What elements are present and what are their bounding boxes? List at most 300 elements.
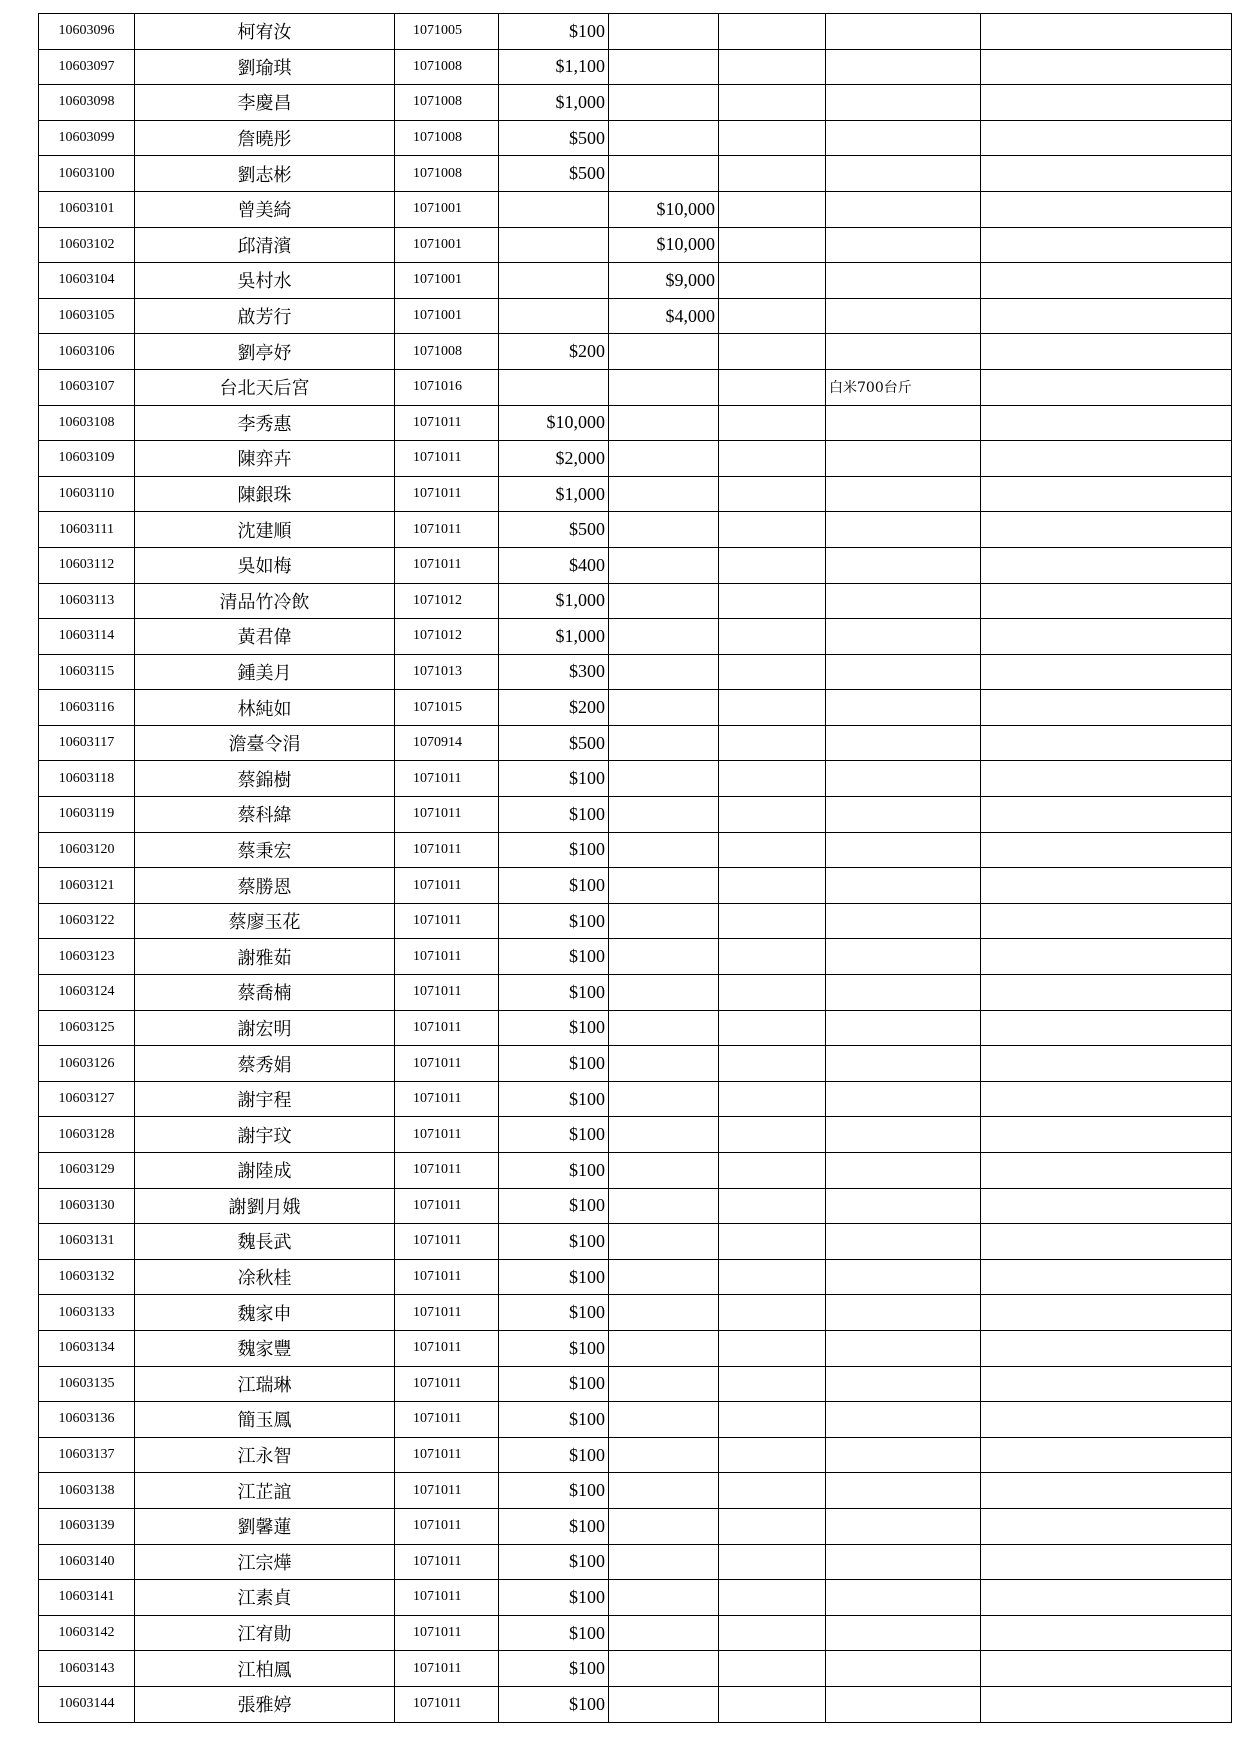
donor-name-cell: 凃秋桂	[135, 1259, 395, 1295]
second-amount-cell	[609, 1010, 719, 1046]
note-cell	[826, 49, 981, 85]
empty-cell	[719, 156, 826, 192]
second-amount-cell	[609, 14, 719, 50]
empty-cell	[719, 512, 826, 548]
table-row	[39, 441, 1232, 477]
cash-amount-cell: $100	[499, 761, 609, 797]
empty-cell	[981, 1010, 1232, 1046]
empty-cell	[719, 583, 826, 619]
second-amount-cell	[609, 939, 719, 975]
note-cell	[826, 14, 981, 50]
note-cell	[826, 1651, 981, 1687]
empty-cell	[981, 441, 1232, 477]
date-cell: 1071001	[395, 227, 499, 263]
second-amount-cell	[609, 120, 719, 156]
table-row	[39, 1580, 1232, 1616]
note-cell	[826, 191, 981, 227]
donor-name-cell: 劉亭妤	[135, 334, 395, 370]
note-cell	[826, 1046, 981, 1082]
note-cell	[826, 1580, 981, 1616]
empty-cell	[981, 1686, 1232, 1722]
cash-amount-cell: $100	[499, 1153, 609, 1189]
cash-amount-cell: $10,000	[499, 405, 609, 441]
cash-amount-cell: $100	[499, 1117, 609, 1153]
note-cell	[826, 797, 981, 833]
empty-cell	[719, 1046, 826, 1082]
note-cell	[826, 334, 981, 370]
receipt-number-cell: 10603107	[39, 369, 135, 405]
empty-cell	[719, 1651, 826, 1687]
cash-amount-cell: $100	[499, 1224, 609, 1260]
note-cell	[826, 619, 981, 655]
second-amount-cell	[609, 1081, 719, 1117]
receipt-number-cell: 10603136	[39, 1402, 135, 1438]
receipt-number-cell: 10603099	[39, 120, 135, 156]
donor-name-cell: 蔡秀娟	[135, 1046, 395, 1082]
second-amount-cell	[609, 903, 719, 939]
donor-name-cell: 謝雅茹	[135, 939, 395, 975]
cash-amount-cell: $100	[499, 1295, 609, 1331]
empty-cell	[981, 263, 1232, 299]
receipt-number-cell: 10603143	[39, 1651, 135, 1687]
note-cell	[826, 1402, 981, 1438]
empty-cell	[719, 797, 826, 833]
second-amount-cell	[609, 49, 719, 85]
empty-cell	[719, 298, 826, 334]
cash-amount-cell: $100	[499, 1686, 609, 1722]
cash-amount-cell: $100	[499, 868, 609, 904]
date-cell: 1071011	[395, 441, 499, 477]
table-row	[39, 263, 1232, 299]
donor-name-cell: 蔡喬楠	[135, 975, 395, 1011]
date-cell: 1071013	[395, 654, 499, 690]
receipt-number-cell: 10603096	[39, 14, 135, 50]
empty-cell	[981, 1651, 1232, 1687]
second-amount-cell	[609, 405, 719, 441]
second-amount-cell	[609, 1330, 719, 1366]
second-amount-cell	[609, 1046, 719, 1082]
empty-cell	[719, 1473, 826, 1509]
empty-cell	[719, 227, 826, 263]
table-row	[39, 1615, 1232, 1651]
cash-amount-cell: $1,100	[499, 49, 609, 85]
table-row	[39, 85, 1232, 121]
empty-cell	[719, 868, 826, 904]
note-cell	[826, 583, 981, 619]
cash-amount-cell: $100	[499, 1010, 609, 1046]
empty-cell	[981, 1366, 1232, 1402]
date-cell: 1071011	[395, 1508, 499, 1544]
empty-cell	[981, 903, 1232, 939]
cash-amount-cell: $100	[499, 14, 609, 50]
second-amount-cell	[609, 761, 719, 797]
donor-name-cell: 謝宇玟	[135, 1117, 395, 1153]
date-cell: 1071001	[395, 263, 499, 299]
empty-cell	[719, 725, 826, 761]
donor-name-cell: 魏長武	[135, 1224, 395, 1260]
empty-cell	[719, 1117, 826, 1153]
table-row	[39, 797, 1232, 833]
receipt-number-cell: 10603122	[39, 903, 135, 939]
donor-name-cell: 江永智	[135, 1437, 395, 1473]
table-row	[39, 654, 1232, 690]
receipt-number-cell: 10603144	[39, 1686, 135, 1722]
date-cell: 1071011	[395, 512, 499, 548]
table-row	[39, 1188, 1232, 1224]
note-cell	[826, 903, 981, 939]
table-row	[39, 761, 1232, 797]
cash-amount-cell: $100	[499, 1046, 609, 1082]
table-row	[39, 369, 1232, 405]
date-cell: 1071011	[395, 476, 499, 512]
second-amount-cell	[609, 334, 719, 370]
date-cell: 1071011	[395, 1686, 499, 1722]
date-cell: 1071011	[395, 1544, 499, 1580]
empty-cell	[981, 1188, 1232, 1224]
cash-amount-cell: $1,000	[499, 619, 609, 655]
table-row	[39, 1117, 1232, 1153]
table-row	[39, 156, 1232, 192]
receipt-number-cell: 10603105	[39, 298, 135, 334]
date-cell: 1071011	[395, 797, 499, 833]
cash-amount-cell: $1,000	[499, 476, 609, 512]
second-amount-cell	[609, 369, 719, 405]
cash-amount-cell: $100	[499, 832, 609, 868]
date-cell: 1071011	[395, 1651, 499, 1687]
second-amount-cell	[609, 1473, 719, 1509]
date-cell: 1071011	[395, 547, 499, 583]
table-row	[39, 1295, 1232, 1331]
table-row	[39, 832, 1232, 868]
donor-name-cell: 謝陸成	[135, 1153, 395, 1189]
table-row	[39, 49, 1232, 85]
receipt-number-cell: 10603137	[39, 1437, 135, 1473]
note-cell	[826, 441, 981, 477]
note-cell	[826, 868, 981, 904]
donation-ledger-table	[38, 13, 1232, 1723]
table-row	[39, 975, 1232, 1011]
date-cell: 1071011	[395, 1615, 499, 1651]
donor-name-cell: 吳村水	[135, 263, 395, 299]
empty-cell	[719, 1295, 826, 1331]
empty-cell	[719, 120, 826, 156]
date-cell: 1071011	[395, 832, 499, 868]
cash-amount-cell: $100	[499, 1330, 609, 1366]
note-cell	[826, 1188, 981, 1224]
table-row	[39, 227, 1232, 263]
cash-amount-cell: $500	[499, 120, 609, 156]
second-amount-cell	[609, 1437, 719, 1473]
empty-cell	[719, 1580, 826, 1616]
empty-cell	[981, 1508, 1232, 1544]
date-cell: 1071011	[395, 1046, 499, 1082]
empty-cell	[719, 191, 826, 227]
empty-cell	[719, 1153, 826, 1189]
table-row	[39, 939, 1232, 975]
cash-amount-cell	[499, 263, 609, 299]
empty-cell	[719, 654, 826, 690]
cash-amount-cell: $100	[499, 939, 609, 975]
donor-name-cell: 劉志彬	[135, 156, 395, 192]
date-cell: 1071011	[395, 1437, 499, 1473]
date-cell: 1071008	[395, 156, 499, 192]
note-cell	[826, 512, 981, 548]
empty-cell	[981, 797, 1232, 833]
cash-amount-cell: $100	[499, 1366, 609, 1402]
date-cell: 1071011	[395, 939, 499, 975]
empty-cell	[981, 725, 1232, 761]
donor-name-cell: 黃君偉	[135, 619, 395, 655]
empty-cell	[981, 1295, 1232, 1331]
second-amount-cell	[609, 1580, 719, 1616]
receipt-number-cell: 10603108	[39, 405, 135, 441]
cash-amount-cell: $100	[499, 1651, 609, 1687]
second-amount-cell	[609, 547, 719, 583]
cash-amount-cell	[499, 298, 609, 334]
receipt-number-cell: 10603117	[39, 725, 135, 761]
receipt-number-cell: 10603128	[39, 1117, 135, 1153]
table-row	[39, 619, 1232, 655]
cash-amount-cell: $100	[499, 1508, 609, 1544]
second-amount-cell	[609, 654, 719, 690]
date-cell: 1071011	[395, 405, 499, 441]
donor-name-cell: 江宗燁	[135, 1544, 395, 1580]
table-row	[39, 690, 1232, 726]
date-cell: 1071008	[395, 85, 499, 121]
date-cell: 1071011	[395, 1153, 499, 1189]
date-cell: 1071012	[395, 583, 499, 619]
table-row	[39, 1686, 1232, 1722]
note-cell	[826, 1224, 981, 1260]
ledger-body	[39, 14, 1232, 1723]
second-amount-cell	[609, 797, 719, 833]
donor-name-cell: 江瑞琳	[135, 1366, 395, 1402]
empty-cell	[719, 1224, 826, 1260]
receipt-number-cell: 10603126	[39, 1046, 135, 1082]
table-row	[39, 1402, 1232, 1438]
donor-name-cell: 陳銀珠	[135, 476, 395, 512]
note-cell	[826, 156, 981, 192]
note-cell	[826, 1686, 981, 1722]
empty-cell	[719, 1259, 826, 1295]
empty-cell	[981, 405, 1232, 441]
receipt-number-cell: 10603138	[39, 1473, 135, 1509]
cash-amount-cell: $500	[499, 156, 609, 192]
donor-name-cell: 張雅婷	[135, 1686, 395, 1722]
receipt-number-cell: 10603125	[39, 1010, 135, 1046]
second-amount-cell	[609, 1188, 719, 1224]
note-cell	[826, 1544, 981, 1580]
empty-cell	[981, 690, 1232, 726]
donor-name-cell: 柯宥汝	[135, 14, 395, 50]
note-cell	[826, 725, 981, 761]
empty-cell	[719, 690, 826, 726]
donor-name-cell: 謝宏明	[135, 1010, 395, 1046]
second-amount-cell	[609, 868, 719, 904]
receipt-number-cell: 10603120	[39, 832, 135, 868]
note-cell	[826, 939, 981, 975]
donor-name-cell: 江芷誼	[135, 1473, 395, 1509]
second-amount-cell	[609, 1153, 719, 1189]
receipt-number-cell: 10603114	[39, 619, 135, 655]
note-cell: 白米700台斤	[826, 369, 981, 405]
note-cell	[826, 690, 981, 726]
donor-name-cell: 陳弈卉	[135, 441, 395, 477]
empty-cell	[719, 1081, 826, 1117]
second-amount-cell: $10,000	[609, 191, 719, 227]
empty-cell	[981, 832, 1232, 868]
donor-name-cell: 林純如	[135, 690, 395, 726]
empty-cell	[981, 1580, 1232, 1616]
date-cell: 1071011	[395, 761, 499, 797]
table-row	[39, 1081, 1232, 1117]
empty-cell	[719, 49, 826, 85]
receipt-number-cell: 10603121	[39, 868, 135, 904]
receipt-number-cell: 10603113	[39, 583, 135, 619]
second-amount-cell: $9,000	[609, 263, 719, 299]
date-cell: 1071008	[395, 49, 499, 85]
receipt-number-cell: 10603141	[39, 1580, 135, 1616]
cash-amount-cell: $100	[499, 1437, 609, 1473]
receipt-number-cell: 10603102	[39, 227, 135, 263]
empty-cell	[981, 1259, 1232, 1295]
empty-cell	[719, 1402, 826, 1438]
empty-cell	[719, 263, 826, 299]
table-row	[39, 1259, 1232, 1295]
receipt-number-cell: 10603106	[39, 334, 135, 370]
date-cell: 1071011	[395, 1295, 499, 1331]
date-cell: 1071001	[395, 298, 499, 334]
receipt-number-cell: 10603112	[39, 547, 135, 583]
empty-cell	[719, 1437, 826, 1473]
note-cell	[826, 1081, 981, 1117]
donor-name-cell: 沈建順	[135, 512, 395, 548]
date-cell: 1071016	[395, 369, 499, 405]
table-row	[39, 191, 1232, 227]
receipt-number-cell: 10603118	[39, 761, 135, 797]
donor-name-cell: 魏家豐	[135, 1330, 395, 1366]
empty-cell	[981, 369, 1232, 405]
donor-name-cell: 簡玉鳳	[135, 1402, 395, 1438]
second-amount-cell	[609, 619, 719, 655]
second-amount-cell	[609, 583, 719, 619]
note-cell	[826, 476, 981, 512]
note-cell	[826, 832, 981, 868]
empty-cell	[981, 298, 1232, 334]
second-amount-cell	[609, 1615, 719, 1651]
second-amount-cell	[609, 512, 719, 548]
empty-cell	[719, 334, 826, 370]
second-amount-cell	[609, 1651, 719, 1687]
cash-amount-cell: $1,000	[499, 85, 609, 121]
date-cell: 1071011	[395, 1366, 499, 1402]
donor-name-cell: 鍾美月	[135, 654, 395, 690]
empty-cell	[981, 476, 1232, 512]
receipt-number-cell: 10603109	[39, 441, 135, 477]
second-amount-cell	[609, 1224, 719, 1260]
empty-cell	[981, 191, 1232, 227]
empty-cell	[981, 1117, 1232, 1153]
second-amount-cell	[609, 85, 719, 121]
empty-cell	[719, 1544, 826, 1580]
empty-cell	[719, 903, 826, 939]
table-row	[39, 1544, 1232, 1580]
empty-cell	[981, 654, 1232, 690]
table-row	[39, 512, 1232, 548]
second-amount-cell	[609, 1508, 719, 1544]
receipt-number-cell: 10603100	[39, 156, 135, 192]
note-cell	[826, 85, 981, 121]
empty-cell	[981, 14, 1232, 50]
second-amount-cell	[609, 156, 719, 192]
date-cell: 1071012	[395, 619, 499, 655]
date-cell: 1071008	[395, 334, 499, 370]
second-amount-cell: $10,000	[609, 227, 719, 263]
cash-amount-cell: $2,000	[499, 441, 609, 477]
empty-cell	[981, 1473, 1232, 1509]
table-row	[39, 405, 1232, 441]
receipt-number-cell: 10603135	[39, 1366, 135, 1402]
second-amount-cell	[609, 1544, 719, 1580]
cash-amount-cell: $200	[499, 690, 609, 726]
empty-cell	[981, 120, 1232, 156]
date-cell: 1071011	[395, 903, 499, 939]
donor-name-cell: 魏家申	[135, 1295, 395, 1331]
note-cell	[826, 227, 981, 263]
cash-amount-cell: $200	[499, 334, 609, 370]
receipt-number-cell: 10603098	[39, 85, 135, 121]
receipt-number-cell: 10603131	[39, 1224, 135, 1260]
empty-cell	[981, 939, 1232, 975]
second-amount-cell: $4,000	[609, 298, 719, 334]
empty-cell	[719, 1366, 826, 1402]
donor-name-cell: 江宥勛	[135, 1615, 395, 1651]
donor-name-cell: 曾美綺	[135, 191, 395, 227]
receipt-number-cell: 10603139	[39, 1508, 135, 1544]
receipt-number-cell: 10603130	[39, 1188, 135, 1224]
second-amount-cell	[609, 1402, 719, 1438]
empty-cell	[981, 1224, 1232, 1260]
donor-name-cell: 蔡科緯	[135, 797, 395, 833]
table-row	[39, 1224, 1232, 1260]
date-cell: 1071011	[395, 868, 499, 904]
date-cell: 1071011	[395, 1402, 499, 1438]
receipt-number-cell: 10603134	[39, 1330, 135, 1366]
note-cell	[826, 975, 981, 1011]
empty-cell	[981, 512, 1232, 548]
empty-cell	[981, 1046, 1232, 1082]
note-cell	[826, 405, 981, 441]
cash-amount-cell: $400	[499, 547, 609, 583]
date-cell: 1071001	[395, 191, 499, 227]
empty-cell	[719, 832, 826, 868]
empty-cell	[981, 85, 1232, 121]
table-row	[39, 1153, 1232, 1189]
receipt-number-cell: 10603142	[39, 1615, 135, 1651]
second-amount-cell	[609, 725, 719, 761]
cash-amount-cell: $100	[499, 1615, 609, 1651]
date-cell: 1071011	[395, 1330, 499, 1366]
empty-cell	[981, 227, 1232, 263]
donor-name-cell: 劉馨蓮	[135, 1508, 395, 1544]
empty-cell	[719, 405, 826, 441]
cash-amount-cell: $1,000	[499, 583, 609, 619]
note-cell	[826, 1295, 981, 1331]
empty-cell	[719, 547, 826, 583]
cash-amount-cell: $100	[499, 1081, 609, 1117]
donor-name-cell: 李慶昌	[135, 85, 395, 121]
empty-cell	[719, 441, 826, 477]
